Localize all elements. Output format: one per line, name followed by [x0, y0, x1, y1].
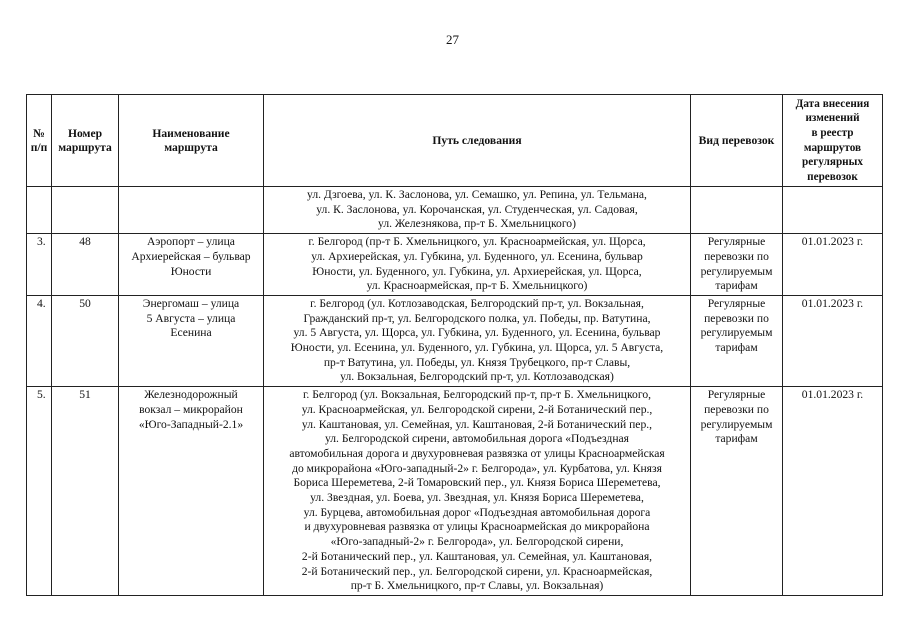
cell-line: до микрорайона «Юго-западный-2» г. Белгорода», ул. Курбатова, ул. Князя: [292, 461, 662, 475]
row-route-number: 51: [52, 387, 119, 596]
cell-line: «Юго-западный-2» г. Белгорода», ул. Белгородской сирени,: [330, 535, 624, 549]
cell-line: 2-й Ботанический пер., ул. Каштановая, ул. Семейная, ул. Каштановая,: [301, 549, 653, 563]
row-route-name: [119, 234, 264, 296]
cell-line: Энергомаш – улица: [142, 296, 240, 310]
cell-line: Юности, ул. Есенина, ул. Буденного, ул. Губкина, ул. Щорса, ул. 5 Августа,: [290, 341, 664, 355]
cell-line: ул. Бурцева, автомобильная дорог «Подъездная автомобильная дорога: [303, 505, 651, 519]
cell-line: Есенина: [170, 326, 212, 340]
cell-line: изменений: [805, 112, 860, 125]
header-date: [783, 95, 883, 187]
row-date: 01.01.2023 г.: [783, 295, 883, 386]
row-transport-type: [691, 295, 783, 386]
cell-line: Архиерейская – бульвар: [131, 249, 251, 263]
row-route-number: [52, 187, 119, 234]
routes-table: [26, 94, 883, 596]
cell-line: регулируемым: [700, 417, 773, 431]
cell-line: Регулярные: [707, 235, 766, 249]
row-route-name: [119, 387, 264, 596]
row-num: 5.: [27, 387, 52, 596]
header-route-number: [52, 95, 119, 187]
cell-line: Дата внесения: [795, 97, 870, 110]
cell-line: г. Белгород (пр-т Б. Хмельницкого, ул. Красноармейская, ул. Щорса,: [308, 235, 646, 249]
cell-line: Аэропорт – улица: [147, 235, 235, 249]
page-number: 27: [446, 32, 459, 47]
cell-line: Вид перевозок: [698, 133, 775, 147]
cell-line: вокзал – микрорайон: [139, 402, 243, 416]
header-route-name: [119, 95, 264, 187]
cell-line: 2-й Ботанический пер., ул. Белгородской сирени, ул. Красноармейская,: [301, 564, 653, 578]
cell-line: маршрута: [164, 140, 218, 154]
cell-line: ул. Железнякова, пр-т Б. Хмельницкого): [378, 217, 576, 231]
cell-line: Железнодорожный: [144, 388, 238, 402]
cell-line: регулируемым: [700, 264, 773, 278]
cell-line: ул. Белгородской сирени, автомобильная дорога «Подъездная: [324, 432, 630, 446]
cell-line: тарифам: [715, 279, 758, 293]
cell-line: ул. Красноармейская, ул. Белгородской сирени, 2-й Ботанический пер.,: [301, 402, 653, 416]
cell-line: ул. К. Заслонова, ул. Корочанская, ул. Студенческая, ул. Садовая,: [316, 202, 638, 216]
table-row: [27, 234, 883, 296]
row-date: [783, 187, 883, 234]
cell-line: Юности: [170, 264, 212, 278]
cell-line: в реестр: [811, 126, 854, 139]
cell-line: ул. Вокзальная, Белгородский пр-т, ул. Котлозаводская): [340, 370, 614, 384]
cell-line: Номер: [67, 126, 103, 140]
cell-line: Гражданский пр-т, ул. Белгородского полка, ул. Победы, пр. Ватутина,: [303, 311, 651, 325]
cell-line: Бориса Шереметева, 2-й Томаровский пер., ул. Князя Бориса Шереметева,: [293, 476, 661, 490]
row-path: [264, 295, 691, 386]
cell-line: «Юго-Западный-2.1»: [138, 417, 244, 431]
row-transport-type: [691, 187, 783, 234]
row-route-name: [119, 295, 264, 386]
row-num: 4.: [27, 295, 52, 386]
cell-line: тарифам: [715, 341, 758, 355]
cell-line: п/п: [30, 140, 48, 154]
header-path: [264, 95, 691, 187]
cell-line: регулярных: [802, 156, 863, 169]
cell-line: и двухуровневая развязка от улицы Красноармейская до микрорайона: [304, 520, 650, 534]
cell-line: ул. Красноармейская, пр-т Б. Хмельницкого): [366, 279, 588, 293]
table-row: [27, 295, 883, 386]
cell-line: ул. Каштановая, ул. Семейная, ул. Каштановая, 2-й Ботанический пер.,: [301, 417, 653, 431]
row-num: 3.: [27, 234, 52, 296]
cell-line: 5 Августа – улица: [146, 311, 236, 325]
row-transport-type: [691, 234, 783, 296]
cell-line: перевозки по: [704, 311, 769, 325]
cell-line: Регулярные: [707, 388, 766, 402]
row-route-number: 50: [52, 295, 119, 386]
cell-line: пр-т Б. Хмельницкого, пр-т Славы, ул. Вокзальная): [350, 579, 604, 593]
row-transport-type: [691, 387, 783, 596]
cell-line: ул. Звездная, ул. Боева, ул. Звездная, ул. Князя Бориса Шереметева,: [310, 491, 644, 505]
row-path: [264, 387, 691, 596]
row-path: [264, 187, 691, 234]
cell-line: г. Белгород (ул. Котлозаводская, Белгородский пр-т, ул. Вокзальная,: [310, 296, 644, 310]
cell-line: Юности, ул. Буденного, ул. Губкина, ул. Архиерейская, ул. Щорса,: [312, 264, 642, 278]
cell-line: г. Белгород (ул. Вокзальная, Белгородский пр-т, пр-т Б. Хмельницкого,: [302, 388, 652, 402]
cell-line: Наименование: [152, 126, 230, 140]
row-num: [27, 187, 52, 234]
cell-line: №: [33, 126, 45, 140]
row-path: [264, 234, 691, 296]
cell-line: автомобильная дорога и двухуровневая развязка от улицы Красноармейская: [289, 446, 665, 460]
cell-line: ул. 5 Августа, ул. Щорса, ул. Губкина, ул. Буденного, ул. Есенина, бульвар: [293, 326, 661, 340]
cell-line: Путь следования: [432, 133, 522, 147]
cell-line: маршрута: [58, 140, 112, 154]
cell-line: перевозок: [807, 170, 858, 183]
header-num: [27, 95, 52, 187]
cell-line: перевозки по: [704, 249, 769, 263]
cell-line: перевозки по: [704, 402, 769, 416]
cell-line: Регулярные: [707, 296, 766, 310]
header-transport-type: [691, 95, 783, 187]
table-row: [27, 187, 883, 234]
row-date: 01.01.2023 г.: [783, 234, 883, 296]
cell-line: тарифам: [715, 432, 758, 446]
cell-line: ул. Архиерейская, ул. Губкина, ул. Буденного, ул. Есенина, бульвар: [311, 249, 643, 263]
row-route-number: 48: [52, 234, 119, 296]
row-date: 01.01.2023 г.: [783, 387, 883, 596]
table-row: [27, 387, 883, 596]
cell-line: маршрутов: [803, 141, 862, 154]
row-route-name: [119, 187, 264, 234]
table-header-row: [27, 95, 883, 187]
cell-line: ул. Дзгоева, ул. К. Заслонова, ул. Семашко, ул. Репина, ул. Тельмана,: [307, 188, 647, 201]
cell-line: пр-т Ватутина, ул. Победы, ул. Князя Трубецкого, пр-т Славы,: [323, 355, 631, 369]
cell-line: регулируемым: [700, 326, 773, 340]
